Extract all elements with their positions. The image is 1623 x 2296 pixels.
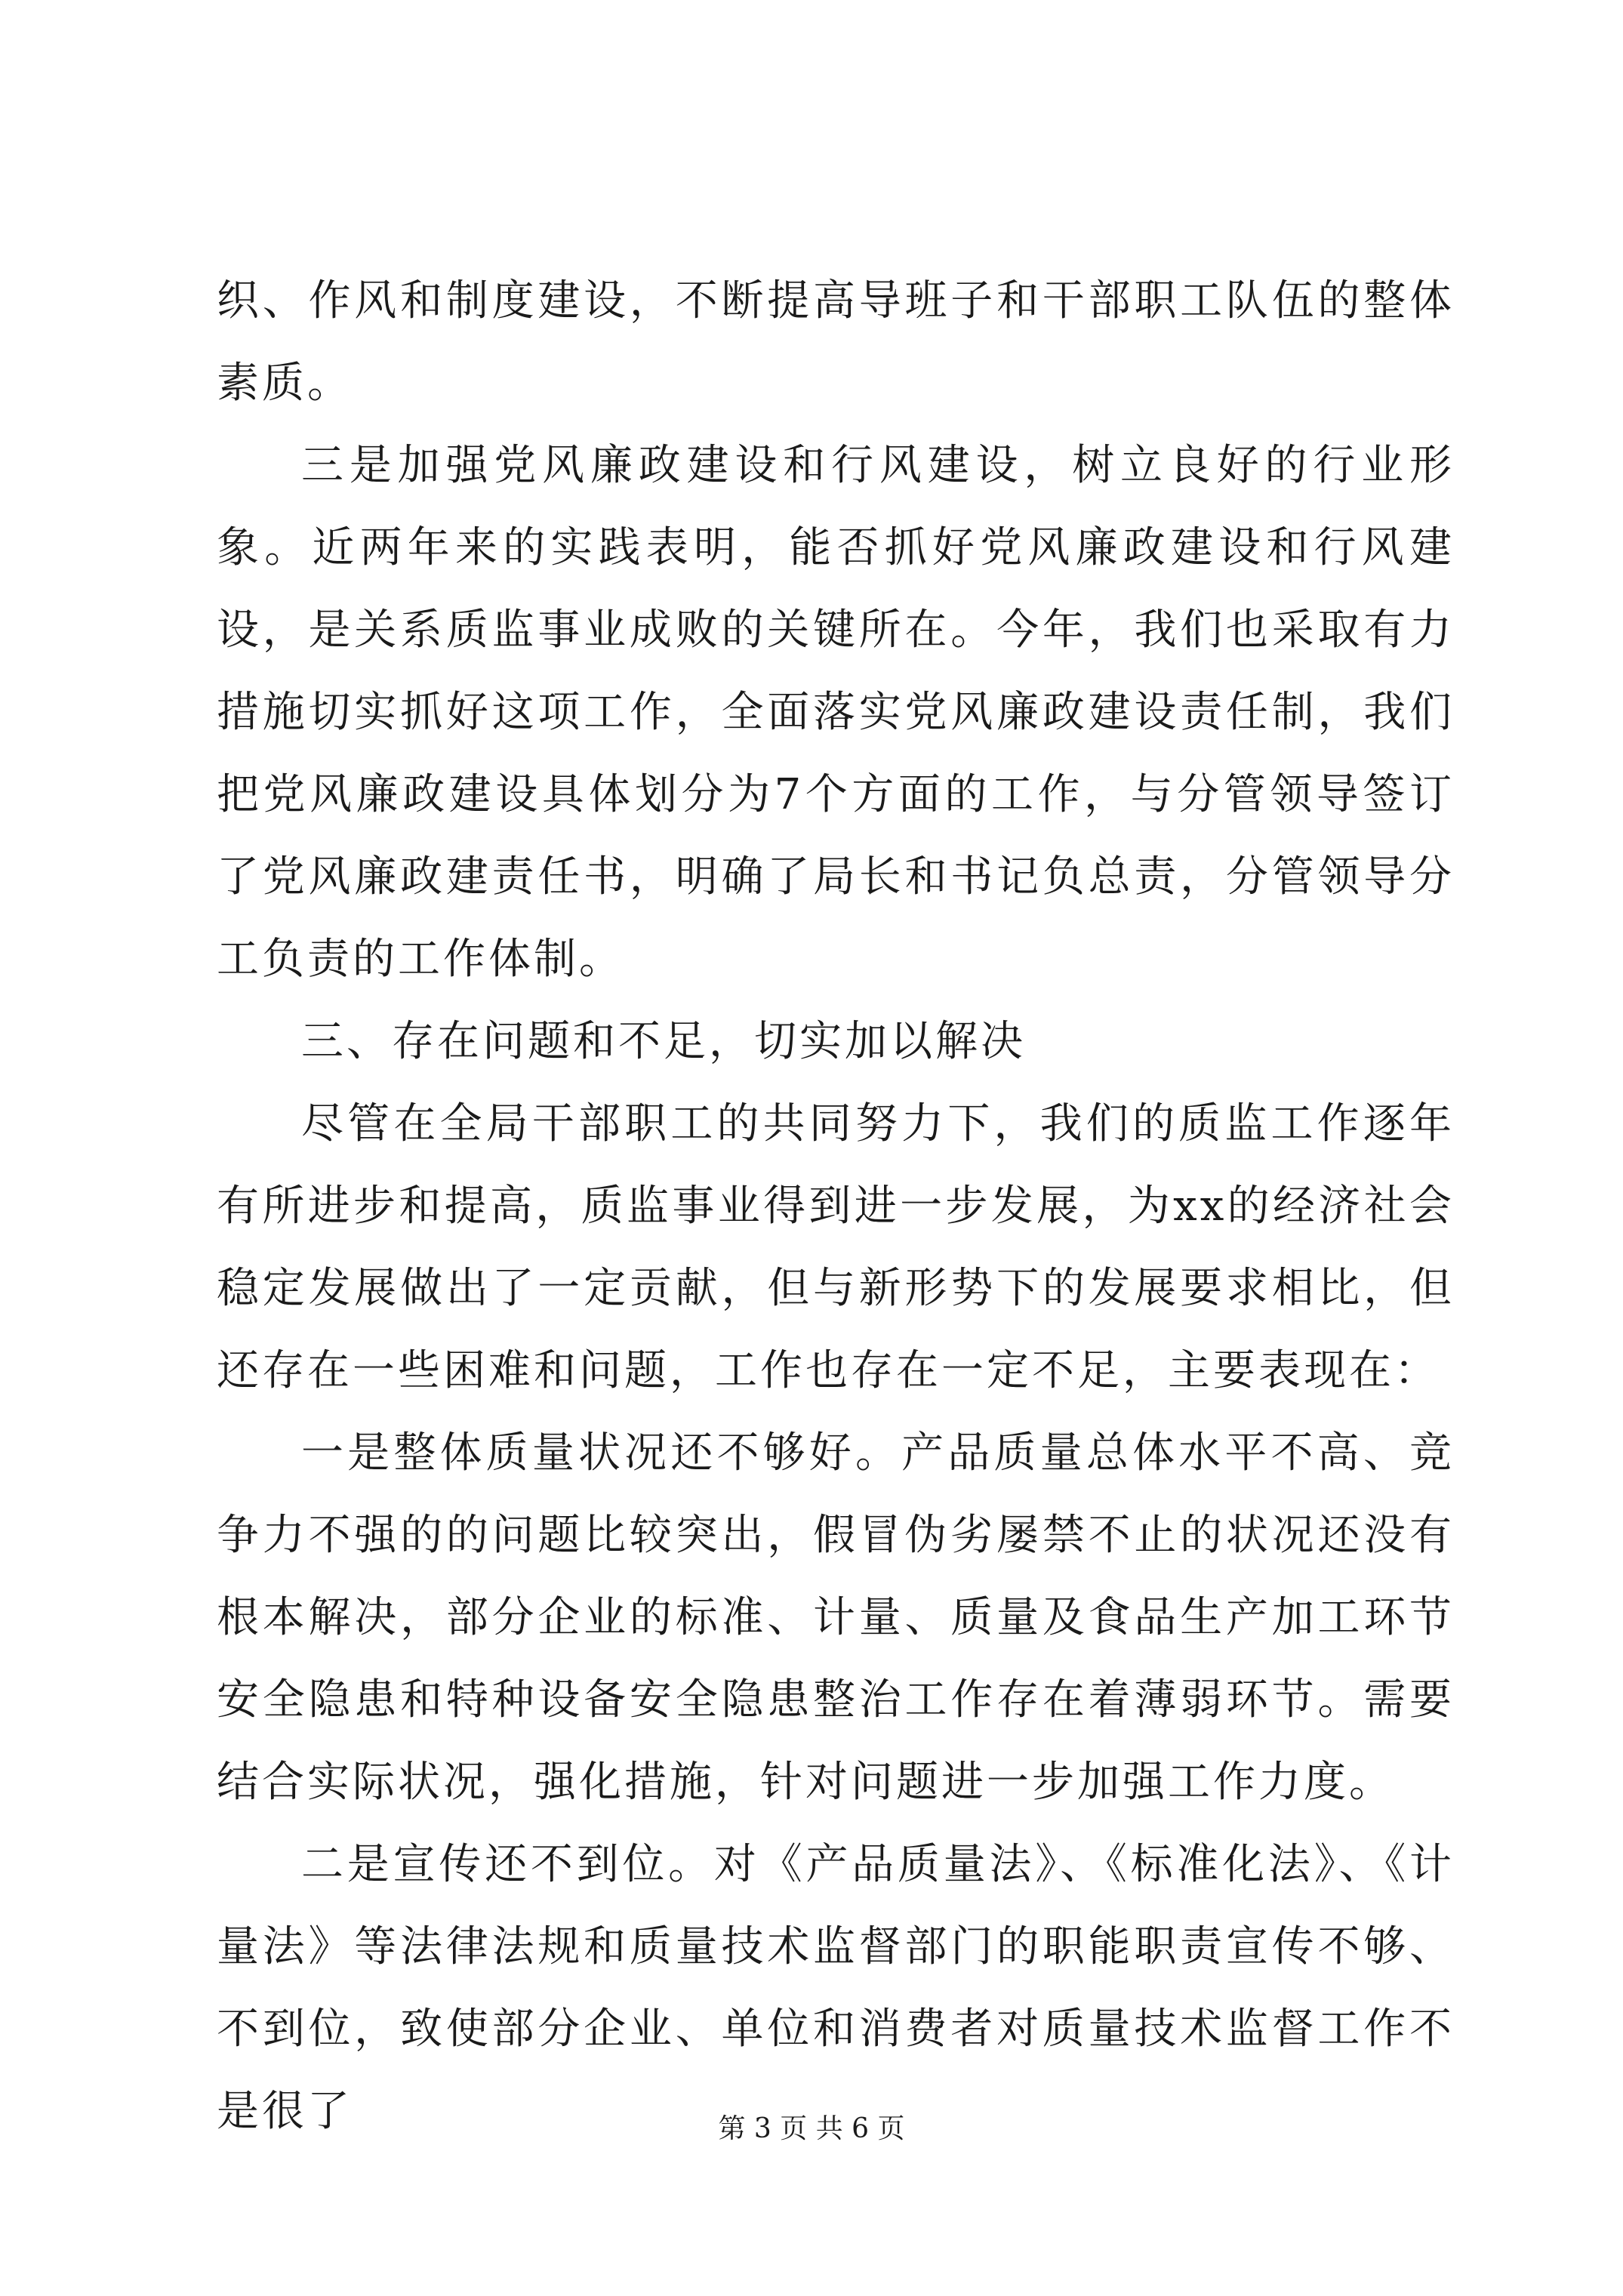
paragraph-publicity: 二是宣传还不到位。对《产品质量法》、《标准化法》、《计量法》等法律法规和质量技术监督部门的职能职责宣传不够、不到位，致使部分企业、单位和消费者对质量技术监督工作不是很了 [217, 1840, 1455, 2136]
paragraph-problems-intro: 尽管在全局干部职工的共同努力下，我们的质监工作逐年有所进步和提高，质监事业得到进一步发展，为xx的经济社会稳定发展做出了一定贡献，但与新形势下的发展要求相比，但还存在一些困难和问题，工作也存在一定不足，主要表现在： [217, 1099, 1455, 1395]
document-body [217, 260, 1455, 2153]
paragraph-party-conduct: 三是加强党风廉政建设和行风建设，树立良好的行业形象。近两年来的实践表明，能否抓好党风廉政建设和行风建设，是关系质监事业成败的关键所在。今年，我们也采取有力措施切实抓好这项工作，全面落实党风廉政建设责任制，我们把党风廉政建设具体划分为7个方面的工作，与分管领导签订了党风廉政建责任书，明确了局长和书记负总责，分管领导分工负责的工作体制。 [217, 441, 1455, 984]
page-number-footer: 第 3 页 共 6 页 [718, 2113, 905, 2144]
paragraph-continuation: 织、作风和制度建设，不断提高导班子和干部职工队伍的整体素质。 [217, 276, 1455, 408]
section-heading-problems: 三、存在问题和不足，切实加以解决 [301, 1017, 1026, 1066]
paragraph-quality-status: 一是整体质量状况还不够好。产品质量总体水平不高、竞争力不强的的问题比较突出，假冒伪劣屡禁不止的状况还没有根本解决，部分企业的标准、计量、质量及食品生产加工环节安全隐患和特种设备安全隐患整治工作存在着薄弱环节。需要结合实际状况，强化措施，针对问题进一步加强工作力度。 [217, 1428, 1455, 1807]
